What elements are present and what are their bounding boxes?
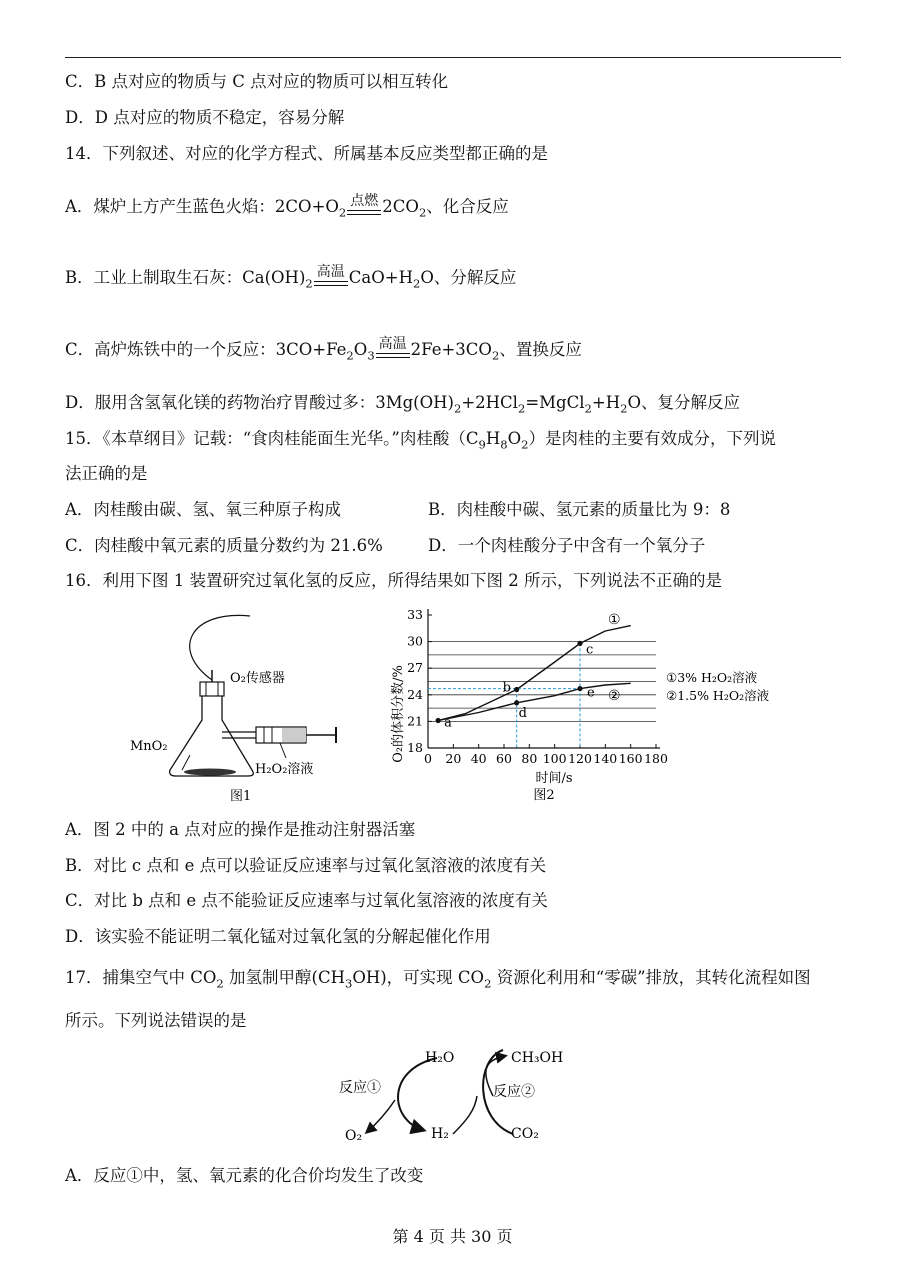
arrow-h2-up <box>453 1096 477 1134</box>
x-tick-label: 100 <box>542 751 567 766</box>
x-tick-label: 80 <box>521 751 538 766</box>
option-14d: D．服用含氢氧化镁的药物治疗胃酸过多：$3Mg(OH)_2+2HCl_2=MgCl_2+H_2O$、复分解反应 <box>65 393 740 416</box>
point-d <box>514 700 519 705</box>
y-tick-label: 30 <box>407 633 423 649</box>
co2-label: CO₂ <box>511 1126 539 1142</box>
header-rule <box>65 57 841 58</box>
option-15c: C．肉桂酸中氧元素的质量分数约为 21.6% <box>65 536 383 555</box>
curve-1-label: ① <box>608 612 621 628</box>
x-tick-label: 0 <box>424 751 432 766</box>
question-16: 16．利用下图 1 装置研究过氧化氢的反应，所得结果如下图 2 所示，下列说法不正确的是 <box>65 571 722 590</box>
question-15: 15．《本草纲目》记载：“食肉桂能面生光华。”肉桂酸$(C_9H_8O_2)$是肉桂的主要有效成分，下列说 <box>65 429 776 452</box>
ch3oh-label: CH₃OH <box>511 1050 564 1066</box>
y-tick-label: 24 <box>407 686 423 702</box>
option-16b: B．对比 c 点和 e 点可以验证反应速率与过氧化氢溶液的浓度有关 <box>65 856 547 875</box>
point-label-d: d <box>518 705 527 721</box>
o2-label: O₂ <box>345 1128 363 1144</box>
x-tick-label: 20 <box>445 751 462 766</box>
x-tick-label: 180 <box>644 751 668 766</box>
option-16c: C．对比 b 点和 e 点不能验证反应速率与过氧化氢溶液的浓度有关 <box>65 891 548 910</box>
mno2-label: MnO₂ <box>130 739 168 754</box>
x-tick-label: 60 <box>496 751 512 766</box>
sensor-label: O₂传感器 <box>230 671 285 686</box>
solution-label: H₂O₂溶液 <box>255 762 314 777</box>
figure-1-caption: 图1 <box>230 789 252 804</box>
legend-1: ①3% H₂O₂溶液 <box>666 670 758 685</box>
equation-condition: 高温 <box>376 344 410 366</box>
point-label-b: b <box>502 680 511 696</box>
equation-condition: 点燃 <box>347 201 381 223</box>
equation-condition: 高温 <box>314 272 348 294</box>
series-line-1 <box>438 626 631 721</box>
figure-2-chart <box>376 602 796 814</box>
arrow-to-o2 <box>367 1100 395 1132</box>
figure-1-apparatus <box>130 610 360 810</box>
y-tick-label: 21 <box>407 713 423 729</box>
h2-label: H₂ <box>431 1126 449 1142</box>
point-b <box>514 687 519 692</box>
x-tick-label: 120 <box>568 751 592 766</box>
option-17a: A．反应①中，氢、氧元素的化合价均发生了改变 <box>65 1166 424 1185</box>
y-axis-label: O₂的体积分数/% <box>391 665 406 763</box>
point-label-c: c <box>586 642 594 658</box>
question-15-line2: 法正确的是 <box>65 464 148 483</box>
point-label-e: e <box>587 685 595 701</box>
x-tick-label: 140 <box>593 751 618 766</box>
question-14: 14．下列叙述、对应的化学方程式、所属基本反应类型都正确的是 <box>65 144 548 163</box>
option-14b: B．工业上制取生石灰：$Ca(OH)_2$ 高温 $CaO+H_2O$、分解反应 <box>65 267 516 294</box>
stopper <box>200 682 224 696</box>
reaction-2-label: 反应② <box>493 1084 535 1100</box>
mno2-powder <box>184 769 236 776</box>
option-15b: B．肉桂酸中碳、氢元素的质量比为 9：8 <box>428 500 731 519</box>
reaction-1-label: 反应① <box>339 1080 381 1096</box>
point-label-a: a <box>444 715 452 731</box>
y-tick-label: 27 <box>407 660 423 676</box>
x-tick-label: 40 <box>470 751 487 766</box>
h2o-label: H₂O <box>425 1050 455 1066</box>
x-tick-label: 160 <box>618 751 643 766</box>
option-13d: D．D 点对应的物质不稳定，容易分解 <box>65 108 345 127</box>
option-13c: C．B 点对应的物质与 C 点对应的物质可以相互转化 <box>65 72 449 91</box>
conical-flask <box>170 696 254 776</box>
x-axis-label: 时间/s <box>535 771 573 786</box>
point-e <box>577 686 582 691</box>
arrow-reaction-1-down <box>398 1058 437 1130</box>
y-tick-label: 18 <box>407 740 423 755</box>
option-14a: A．煤炉上方产生蓝色火焰：$2CO+O_2$ 点燃 $2CO_2$、化合反应 <box>65 196 509 223</box>
question-17: 17．捕集空气中 $CO_2$ 加氢制甲醇$(CH_3OH)$，可实现 $CO_2$ 资源化利用和“零碳”排放，其转化流程如图 <box>65 968 811 991</box>
curve-2-label: ② <box>608 688 621 704</box>
point-a <box>436 718 441 723</box>
page-footer: 第 4 页 共 30 页 <box>392 1227 513 1246</box>
figure-3-cycle <box>335 1040 585 1150</box>
point-c <box>577 641 582 646</box>
option-15d: D．一个肉桂酸分子中含有一个氧分子 <box>428 536 706 555</box>
option-15a: A．肉桂酸由碳、氢、氧三种原子构成 <box>65 500 341 519</box>
legend-2: ②1.5% H₂O₂溶液 <box>666 688 770 703</box>
option-16a: A．图 2 中的 a 点对应的操作是推动注射器活塞 <box>65 820 416 839</box>
figure-2-caption: 图2 <box>533 788 555 803</box>
option-16d: D．该实验不能证明二氧化锰对过氧化氢的分解起催化作用 <box>65 927 491 946</box>
question-17-line2: 所示。下列说法错误的是 <box>65 1011 247 1030</box>
option-14c: C．高炉炼铁中的一个反应：$3CO+Fe_2O_3$ 高温 $2Fe+3CO_2$、置换反应 <box>65 339 582 366</box>
y-tick-label: 33 <box>407 607 423 622</box>
